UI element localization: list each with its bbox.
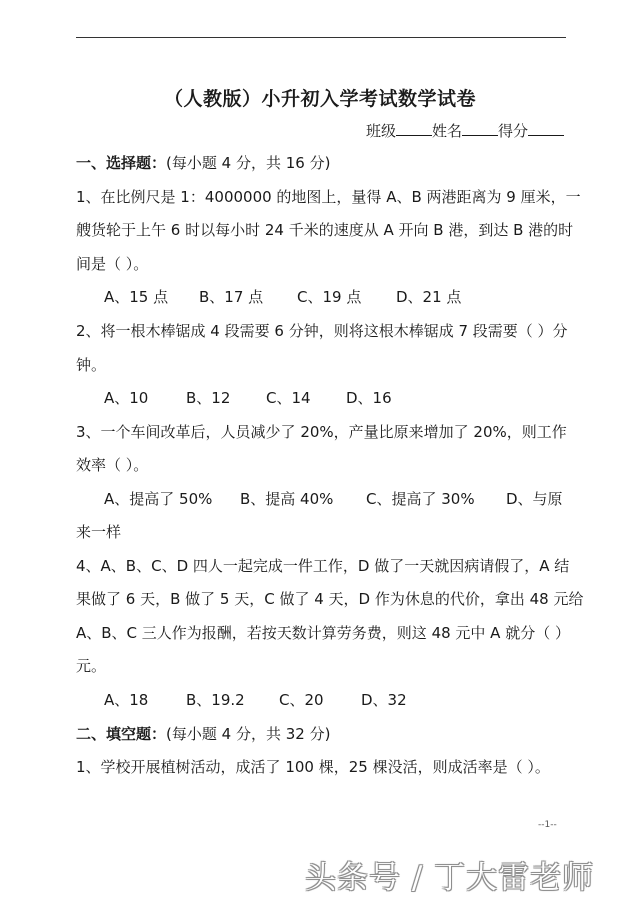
q4-line3: A、B、C 三人作为报酬，若按天数计算劳务费，则这 48 元中 A 就分（ ）: [76, 624, 570, 642]
q2-option-a: A、10: [104, 389, 149, 407]
q3-option-c: C、提高了 30%: [366, 490, 475, 508]
q4-option-b: B、19.2: [186, 691, 245, 709]
q3-option-a: A、提高了 50%: [104, 490, 213, 508]
section1-label: 一、选择题：: [76, 154, 167, 172]
header-rule: [76, 37, 566, 38]
q3-options: [0, 489, 640, 509]
class-blank: [396, 121, 432, 136]
q3-option-d: D、与原: [506, 490, 563, 508]
q1-line3: 间是（ ）。: [76, 255, 149, 273]
q2-option-d: D、16: [346, 389, 392, 407]
fill1-line1: 1、学校开展植树活动，成活了 100 棵，25 棵没活，则成活率是（ ）。: [76, 758, 550, 776]
name-label: 姓名: [431, 122, 462, 140]
q1-line1: 1、在比例尺是 1：4000000 的地图上，量得 A、B 两港距离为 9 厘米，一: [76, 188, 581, 206]
q1-line2: 艘货轮于上午 6 时以每小时 24 千米的速度从 A 开向 B 港，到达 B 港的时: [76, 221, 574, 239]
q4-option-a: A、18: [104, 691, 149, 709]
q2-line2: 钟。: [76, 356, 107, 374]
section1-heading: [76, 153, 330, 173]
q3-option-d-continued: 来一样: [76, 523, 122, 541]
q4-line1: 4、A、B、C、D 四人一起完成一件工作，D 做了一天就因病请假了，A 结: [76, 557, 570, 575]
q3-line1: 3、一个车间改革后，人员减少了 20%，产量比原来增加了 20%，则工作: [76, 423, 567, 441]
q1-option-b: B、17 点: [199, 288, 264, 306]
q1-options: [0, 287, 640, 307]
section2-note: (每小题 4 分，共 32 分): [166, 725, 331, 743]
watermark: 头条号 / 丁大雷老师: [305, 860, 595, 896]
q4-option-d: D、32: [361, 691, 407, 709]
section2-heading: [76, 724, 330, 744]
q2-option-b: B、12: [186, 389, 231, 407]
score-label: 得分: [497, 122, 528, 140]
section2-label: 二、填空题：: [76, 725, 167, 743]
q1-option-a: A、15 点: [104, 288, 169, 306]
name-blank: [462, 121, 498, 136]
student-info: [366, 120, 564, 141]
q2-option-c: C、14: [266, 389, 311, 407]
score-blank: [528, 121, 564, 136]
q4-line2: 果做了 6 天，B 做了 5 天，C 做了 4 天，D 作为休息的代价，拿出 48 元给: [76, 590, 584, 608]
q3-line2: 效率（ ）。: [76, 456, 149, 474]
page-number: --1--: [538, 820, 557, 830]
q4-options: [0, 690, 640, 710]
q3-option-b: B、提高 40%: [240, 490, 334, 508]
q2-options: [0, 388, 640, 408]
class-label: 班级: [365, 122, 396, 140]
q4-option-c: C、20: [279, 691, 324, 709]
section1-note: (每小题 4 分，共 16 分): [166, 154, 331, 172]
q2-line1: 2、将一根木棒锯成 4 段需要 6 分钟，则将这根木棒锯成 7 段需要（ ）分: [76, 322, 568, 340]
q4-line4: 元。: [76, 657, 107, 675]
q1-option-d: D、21 点: [396, 288, 462, 306]
q1-option-c: C、19 点: [297, 288, 362, 306]
page-title: （人教版）小升初入学考试数学试卷: [163, 88, 476, 110]
